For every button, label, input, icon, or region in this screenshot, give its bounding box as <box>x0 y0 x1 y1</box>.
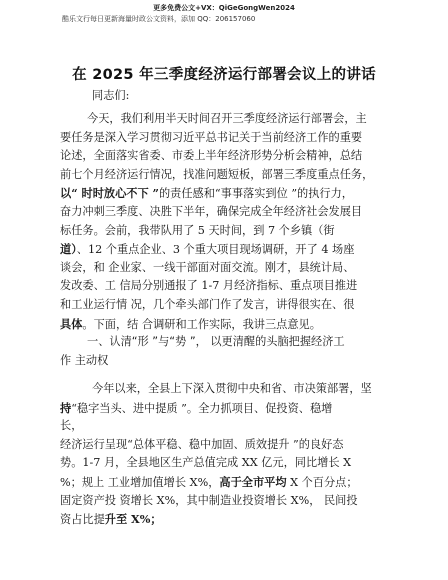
paragraph-line <box>60 492 392 511</box>
salutation: 同志们: <box>92 89 130 102</box>
paragraph-line: 前七个月经济运行情况，找准问题短板，部署三季度重点任务， <box>60 167 374 181</box>
paragraph-line: 和工业运行情 况，几个牵头部门作了发言，讲得很实在、很 <box>60 298 355 311</box>
paragraph-text: %；规上 工业增加值增长 X%， <box>60 476 220 489</box>
paragraph-line <box>60 240 392 260</box>
section-heading: 作 主动权 <box>60 353 109 367</box>
paragraph-text: 的责任感和“事事落实到位 ”的执行力， <box>158 187 353 201</box>
paragraph-line <box>60 399 392 419</box>
paragraph-line: 奋力冲刺三季度、决胜下半年，确保完成全年经济社会发展目 <box>60 205 363 218</box>
paragraph-text: 其中制造业投资增长 X%， 民间投 <box>186 493 358 507</box>
paragraph-text: “稳字当头、进中提质 ”。全力抓项目、促投资、稳增 <box>71 401 333 415</box>
paragraph-text: 、12 个重点企业、3 个重大项目现场调研，开了 4 场座 <box>76 243 355 257</box>
bold-phrase: 持 <box>60 400 72 415</box>
bold-phrase: 高于全市平均 <box>219 475 287 489</box>
document-title: 在 2025 年三季度经济运行部署会议上的讲话 <box>72 67 376 83</box>
paragraph-line <box>60 315 392 335</box>
header-source-line: 酷乐文行每日更新海量时政公文资料，添加 QQ：206157060 <box>62 15 256 23</box>
section-heading: 一、认清“形 ”与“势 ”， 以更清醒的头脑把握经济工 <box>87 335 345 349</box>
paragraph-line: 长， <box>60 419 83 433</box>
bold-phrase: 以“ 时时放心不下 ” <box>60 186 159 201</box>
paragraph-line <box>60 473 392 493</box>
bold-phrase: 道） <box>60 242 77 257</box>
paragraph-line: 论述，全面落实省委、市委上半年经济形势分析会精神，总结 <box>60 149 363 163</box>
paragraph-line: 要任务是深入学习贯彻习近平总书记关于当前经济工作的重要 <box>60 130 363 144</box>
paragraph-line: 势。1-7 月，全县地区生产总值完成 XX 亿元，同比增长 X <box>60 456 352 470</box>
bold-phrase: 升至 X%； <box>104 512 162 527</box>
page-header <box>0 0 448 26</box>
bold-phrase: 具体 <box>60 316 83 331</box>
paragraph-text: 资占比提 <box>60 513 105 527</box>
paragraph-text: 。下面，结 合调研和工作实际，我讲三点意见。 <box>82 317 321 331</box>
paragraph-line: 今天，我们利用半天时间召开三季度经济运行部署会，主 <box>87 112 367 125</box>
header-promo-line: 更多免费公文+VX：QiGeGongWen2024 <box>153 4 295 12</box>
paragraph-line: 今年以来，全县上下深入贯彻中央和省、市决策部署，坚 <box>92 382 372 395</box>
paragraph-line: 谈会，和 企业家、一线干部面对面交流。刚才，县统计局、 <box>60 260 355 274</box>
paragraph-line <box>60 510 392 530</box>
paragraph-text: X 个百分点； <box>286 476 358 489</box>
paragraph-line: 发改委、工 信局分别通报了 1-7 月经济指标、重点项目推进 <box>60 279 358 293</box>
paragraph-line <box>60 184 392 204</box>
paragraph-line: 经济运行呈现“总体平稳、稳中加固、质效提升 ”的良好态 <box>60 437 344 451</box>
paragraph-text: 固定资产投 资增长 X%， <box>60 493 187 507</box>
paragraph-line: 标任务。会前，我带队用了 5 天时间，到 7 个乡镇（街 <box>60 223 335 237</box>
